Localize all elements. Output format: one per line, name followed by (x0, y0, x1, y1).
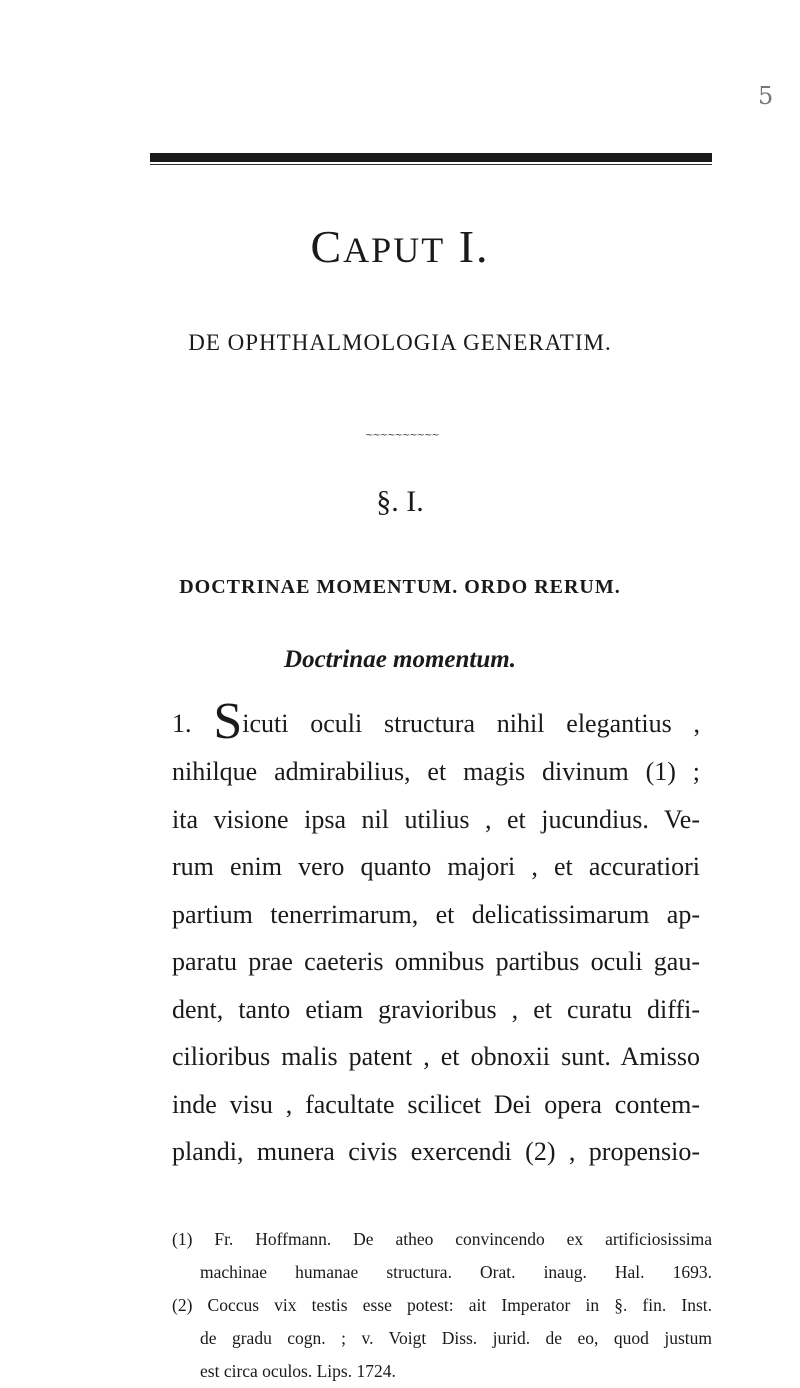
footnote-line: est circa oculos. Lips. 1724. (200, 1361, 396, 1381)
chapter-title-numeral: I. (458, 221, 490, 272)
chapter-title (0, 220, 800, 273)
body-line: cilioribus malis patent , et obnoxii sunt. Amisso (172, 1042, 700, 1071)
section-subheading: Doctrinae momentum. (284, 646, 516, 673)
body-line: rum enim vero quanto majori , et accuratiori (172, 852, 700, 881)
body-paragraph (172, 693, 700, 1176)
body-line: ita visione ipsa nil utilius , et jucundius. Ve- (172, 804, 700, 834)
footnote-line: de gradu cogn. ; v. Voigt Diss. jurid. de eo, quod justum (200, 1328, 712, 1348)
ornament-divider: ~~~~~~~~~~ (365, 430, 439, 441)
footnote-line: (2) Coccus vix testis esse potest: ait Imperator in §. fin. Inst. (172, 1295, 712, 1315)
section-mark: §. I. (376, 485, 424, 518)
footnotes (172, 1223, 712, 1388)
body-line: nihilque admirabilius, et magis divinum (1) ; (172, 757, 700, 786)
page-number: 5 (758, 82, 774, 110)
chapter-title-initial: C (310, 221, 344, 272)
body-line: partium tenerrimarum, et delicatissimarum ap- (172, 899, 700, 929)
body-line: 1. Sicuti oculi structura nihil elegantius , (172, 693, 700, 750)
section-heading: DOCTRINAE MOMENTUM. ORDO RERUM. (179, 576, 621, 598)
chapter-title-rest: APUT (343, 230, 446, 270)
chapter-subtitle: DE OPHTHALMOLOGIA GENERATIM. (188, 330, 612, 355)
body-line: dent, tanto etiam gravioribus , et curatu diffi- (172, 994, 700, 1024)
body-line: plandi, munera civis exercendi (2) , propensio- (172, 1137, 700, 1166)
body-line: inde visu , facultate scilicet Dei opera contem- (172, 1089, 700, 1119)
footnote-line: (1) Fr. Hoffmann. De atheo convincendo ex artificiosissima (172, 1229, 712, 1249)
paragraph-number: 1. (172, 709, 192, 738)
footnote-line: machinae humanae structura. Orat. inaug. Hal. 1693. (200, 1262, 712, 1282)
body-line: paratu prae caeteris omnibus partibus oculi gau- (172, 947, 700, 976)
dropcap: S (213, 693, 243, 750)
header-rule (150, 153, 712, 162)
